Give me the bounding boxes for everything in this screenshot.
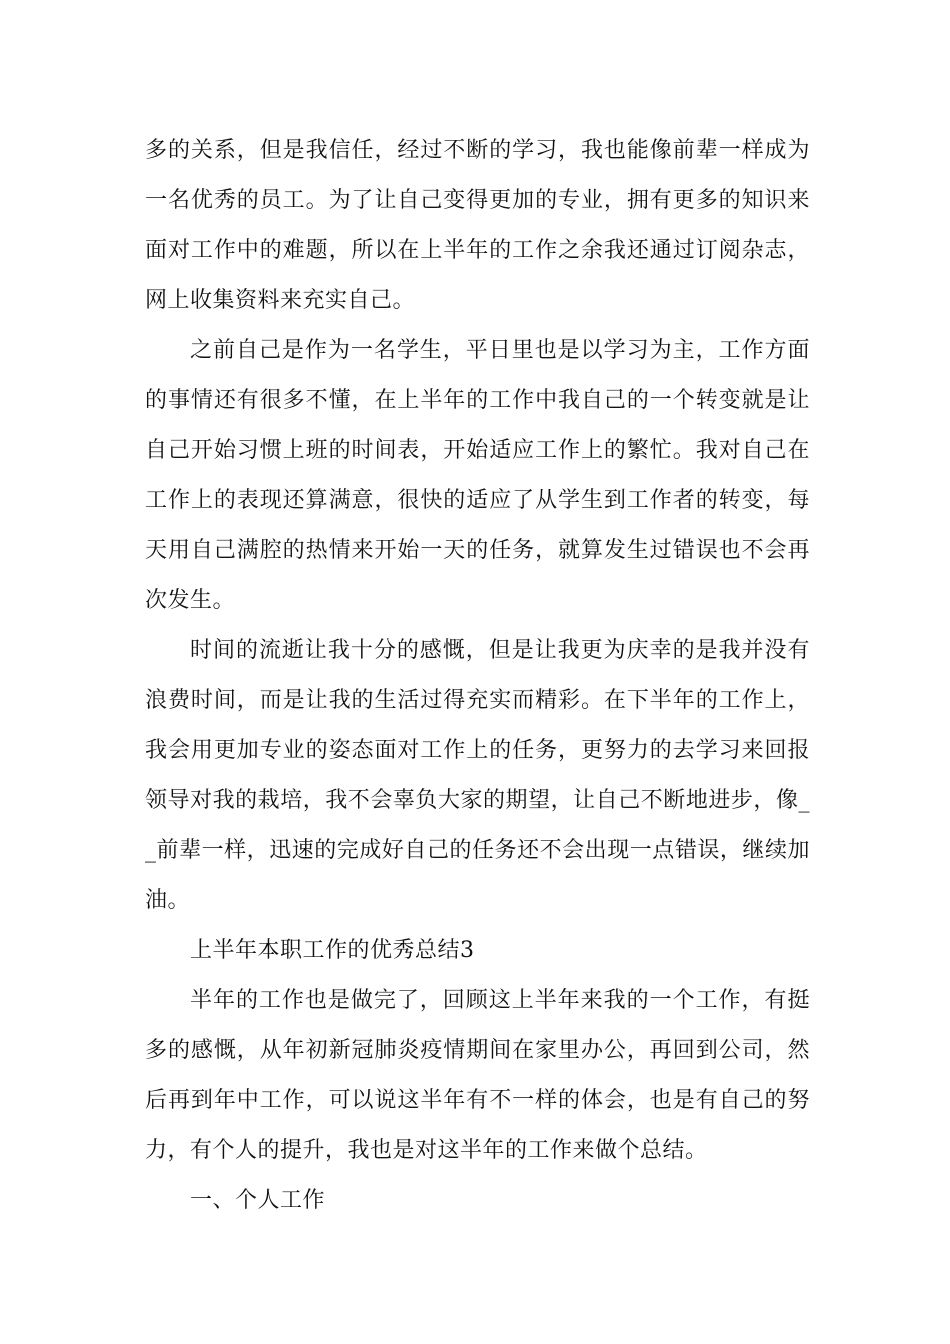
paragraph-line: 次发生。 xyxy=(145,588,236,613)
paragraph-line: 一名优秀的员工。为了让自己变得更加的专业，拥有更多的知识来 xyxy=(145,188,810,213)
paragraph-line: 面对工作中的难题，所以在上半年的工作之余我还通过订阅杂志， xyxy=(145,238,810,263)
paragraph-line: 多的感慨，从年初新冠肺炎疫情期间在家里办公，再回到公司，然 xyxy=(145,1038,810,1063)
paragraph-line: 工作上的表现还算满意，很快的适应了从学生到工作者的转变，每 xyxy=(145,488,810,513)
paragraph-line: 天用自己满腔的热情来开始一天的任务，就算发生过错误也不会再 xyxy=(145,538,810,563)
paragraph-line: 领导对我的栽培，我不会辜负大家的期望，让自己不断地进步，像_ xyxy=(145,788,810,813)
subsection-heading: 一、个人工作 xyxy=(190,1188,326,1213)
paragraph-line: 时间的流逝让我十分的感慨，但是让我更为庆幸的是我并没有 xyxy=(190,638,810,663)
paragraph-line: 油。 xyxy=(145,888,191,913)
section-heading: 上半年本职工作的优秀总结3 xyxy=(190,938,475,963)
paragraph-line: 半年的工作也是做完了，回顾这上半年来我的一个工作，有挺 xyxy=(190,988,810,1013)
paragraph-line: 之前自己是作为一名学生，平日里也是以学习为主，工作方面 xyxy=(190,338,810,363)
paragraph-line: 自己开始习惯上班的时间表，开始适应工作上的繁忙。我对自己在 xyxy=(145,438,810,463)
paragraph-line: 网上收集资料来充实自己。 xyxy=(145,288,416,313)
paragraph-line: 我会用更加专业的姿态面对工作上的任务，更努力的去学习来回报 xyxy=(145,738,810,763)
paragraph-line: 的事情还有很多不懂，在上半年的工作中我自己的一个转变就是让 xyxy=(145,388,810,413)
paragraph-line: 浪费时间，而是让我的生活过得充实而精彩。在下半年的工作上， xyxy=(145,688,810,713)
paragraph-line: _前辈一样，迅速的完成好自己的任务还不会出现一点错误，继续加 xyxy=(145,838,810,863)
paragraph-line: 多的关系，但是我信任，经过不断的学习，我也能像前辈一样成为 xyxy=(145,138,810,163)
paragraph-line: 力，有个人的提升，我也是对这半年的工作来做个总结。 xyxy=(145,1138,708,1163)
paragraph-line: 后再到年中工作，可以说这半年有不一样的体会，也是有自己的努 xyxy=(145,1088,810,1113)
